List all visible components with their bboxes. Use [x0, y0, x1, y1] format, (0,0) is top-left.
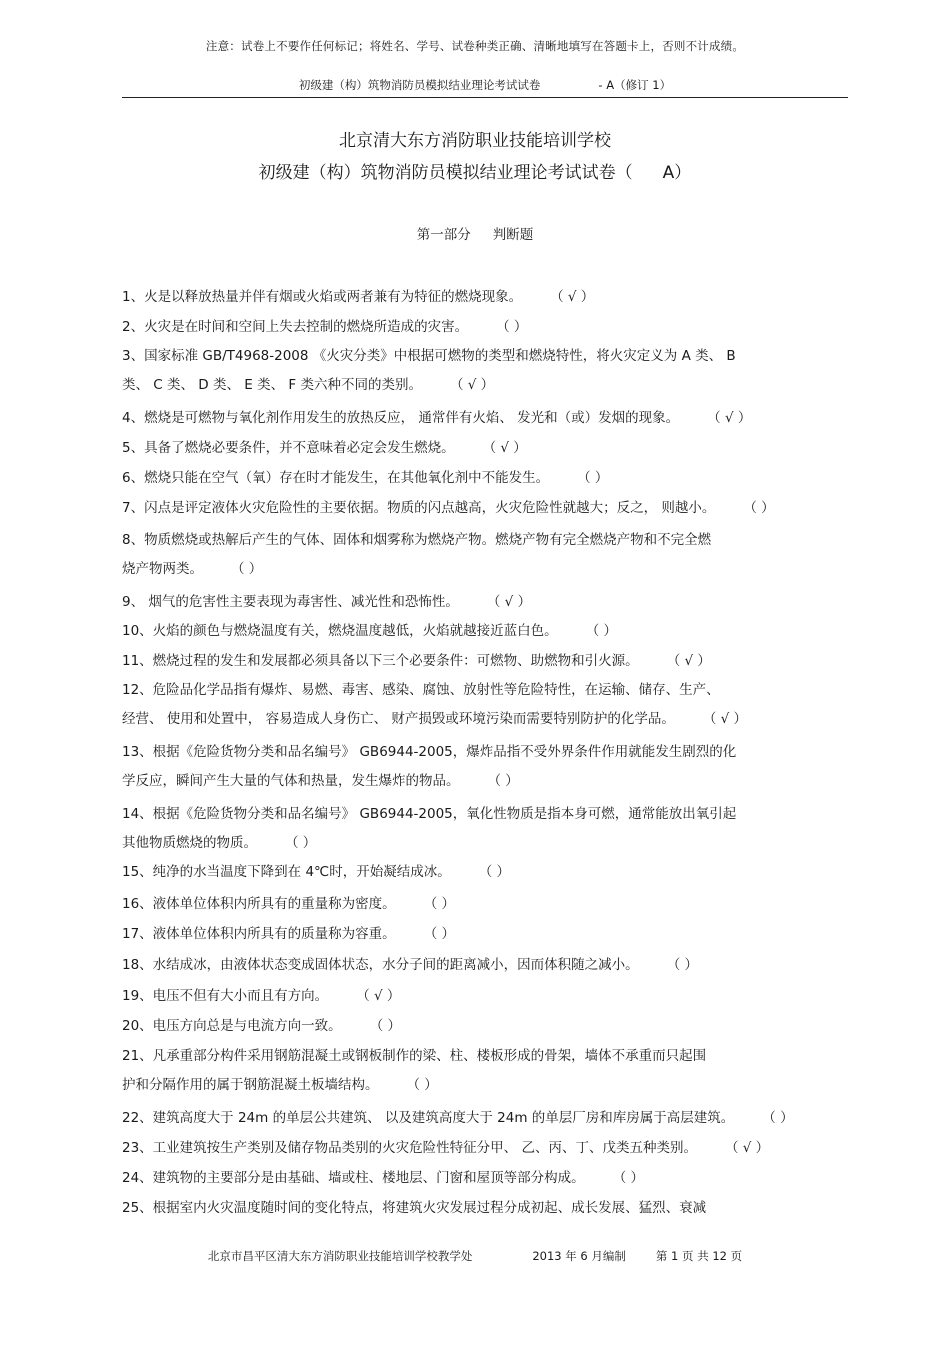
question-item [122, 920, 852, 949]
question-text: 11、燃烧过程的发生和发展都必须具备以下三个必要条件：可燃物、助燃物和引火源。 [122, 653, 639, 669]
question-item [122, 738, 852, 796]
answer-mark: （ √ ） [666, 653, 711, 669]
question-text: 5、具备了燃烧必要条件，并不意味着必定会发生燃烧。 [122, 440, 455, 456]
answer-mark: （ ） [743, 500, 775, 516]
question-text: 24、建筑物的主要部分是由基础、墙或柱、楼地层、门窗和屋顶等部分构成。 [122, 1170, 585, 1186]
question-item [122, 404, 852, 433]
question-text-line2 [122, 829, 852, 858]
question-text-line2 [122, 555, 852, 584]
question-text: 9、 烟气的危害性主要表现为毒害性、减光性和恐怖性。 [122, 594, 459, 610]
question-item [122, 494, 852, 523]
answer-mark: （ ） [231, 561, 263, 577]
footer-date: 2013 年 6 月编制 [532, 1249, 626, 1263]
answer-mark: （ √ ） [482, 440, 527, 456]
answer-mark: （ ） [369, 1018, 401, 1034]
answer-mark: （ ） [577, 470, 609, 486]
question-text-line2 [122, 767, 852, 796]
question-text-continued: 其他物质燃烧的物质。 [122, 835, 257, 851]
running-header [122, 77, 848, 93]
footer-page: 第 1 页 共 12 页 [655, 1249, 743, 1263]
question-text-continued: 类、 C 类、 D 类、 E 类、 F 类六种不同的类别。 [122, 377, 422, 393]
question-item [122, 890, 852, 919]
question-item [122, 1012, 852, 1041]
answer-mark: （ √ ） [724, 1140, 770, 1156]
answer-mark: （ ） [423, 926, 455, 942]
answer-mark: （ ） [585, 623, 617, 639]
page-footer [0, 1248, 950, 1264]
question-text: 23、工业建筑按生产类别及储存物品类别的火灾危险性特征分甲、 乙、丙、丁、戊类五种类别。 [122, 1140, 697, 1156]
question-item [122, 1194, 852, 1223]
question-item [122, 1164, 852, 1193]
question-item [122, 1042, 852, 1100]
question-item [122, 800, 852, 858]
question-text: 10、火焰的颜色与燃烧温度有关，燃烧温度越低，火焰就越接近蓝白色。 [122, 623, 558, 639]
question-text: 21、凡承重部分构件采用钢筋混凝土或钢板制作的梁、柱、楼板形成的骨架，墙体不承重而只起围 [122, 1048, 707, 1064]
question-item [122, 588, 852, 617]
question-text: 25、根据室内火灾温度随时间的变化特点，将建筑火灾发展过程分成初起、成长发展、猛烈、衰减 [122, 1200, 707, 1216]
question-item [122, 617, 852, 646]
question-text-continued: 经营、 使用和处置中， 容易造成人身伤亡、 财产损毁或环境污染而需要特别防护的化学品。 [122, 711, 675, 727]
question-item [122, 342, 852, 400]
question-text-continued: 护和分隔作用的属于钢筋混凝土板墙结构。 [122, 1077, 379, 1093]
running-title: 初级建（构）筑物消防员模拟结业理论考试试卷 [298, 78, 541, 92]
answer-mark: （ ） [423, 896, 455, 912]
question-item [122, 434, 852, 463]
answer-mark: （ √ ） [486, 594, 532, 610]
question-text: 20、电压方向总是与电流方向一致。 [122, 1018, 342, 1034]
question-item [122, 982, 852, 1011]
question-item [122, 464, 852, 493]
question-item [122, 313, 852, 342]
revision-label: - A（修订 1） [598, 78, 672, 92]
section-heading [0, 223, 950, 243]
question-item [122, 858, 852, 887]
notice-text: 注意：试卷上不要作任何标记；将姓名、学号、试卷种类正确、清晰地填写在答题卡上，否则不计成绩。 [205, 39, 745, 53]
answer-mark: （ ） [487, 773, 519, 789]
school-title: 北京清大东方消防职业技能培训学校 [339, 131, 611, 151]
question-text-line2 [122, 371, 852, 400]
exam-title-text: 初级建（构）筑物消防员模拟结业理论考试试卷（ [258, 163, 633, 183]
question-item [122, 647, 852, 676]
question-text: 13、根据《危险货物分类和品名编号》 GB6944-2005，爆炸品指不受外界条件作用就能发生剧烈的化 [122, 744, 737, 760]
exam-title [0, 158, 950, 183]
question-text: 2、火灾是在时间和空间上失去控制的燃烧所造成的灾害。 [122, 319, 469, 335]
header-rule [122, 97, 848, 98]
question-text-continued: 烧产物两类。 [122, 561, 203, 577]
question-text: 22、建筑高度大于 24m 的单层公共建筑、 以及建筑高度大于 24m 的单层厂房和库房属于高层建筑。 [122, 1110, 735, 1126]
question-text: 4、燃烧是可燃物与氧化剂作用发生的放热反应， 通常伴有火焰、 发光和（或）发烟的现象。 [122, 410, 680, 426]
question-text-continued: 学反应，瞬间产生大量的气体和热量，发生爆炸的物品。 [122, 773, 460, 789]
section-part: 第一部分 [416, 227, 471, 243]
question-text: 8、物质燃烧或热解后产生的气体、固体和烟雾称为燃烧产物。燃烧产物有完全燃烧产物和不完全燃 [122, 532, 712, 548]
answer-mark: （ ） [612, 1170, 644, 1186]
question-text: 1、火是以释放热量并伴有烟或火焰或两者兼有为特征的燃烧现象。 [122, 289, 523, 305]
question-item [122, 676, 852, 734]
answer-mark: （ √ ） [702, 711, 748, 727]
question-item [122, 1104, 852, 1133]
question-text: 14、根据《危险货物分类和品名编号》 GB6944-2005，氧化性物质是指本身可燃，通常能放出氧引起 [122, 806, 737, 822]
answer-mark: （ ） [406, 1077, 438, 1093]
answer-mark: （ ） [666, 957, 698, 973]
question-text-line2 [122, 1071, 852, 1100]
question-text: 17、液体单位体积内所具有的质量称为容重。 [122, 926, 396, 942]
question-text: 6、燃烧只能在空气（氧）存在时才能发生，在其他氧化剂中不能发生。 [122, 470, 550, 486]
footer-org: 北京市昌平区清大东方消防职业技能培训学校教学处 [207, 1249, 473, 1263]
answer-mark: （ √ ） [356, 988, 401, 1004]
question-text: 19、电压不但有大小而且有方向。 [122, 988, 329, 1004]
answer-mark: （ √ ） [449, 377, 495, 393]
answer-mark: （ ） [285, 835, 317, 851]
exam-grade: A） [662, 163, 692, 183]
question-item [122, 951, 852, 980]
question-item [122, 526, 852, 584]
question-text: 16、液体单位体积内所具有的重量称为密度。 [122, 896, 396, 912]
answer-mark: （ ） [762, 1110, 794, 1126]
section-name: 判断题 [492, 227, 534, 243]
question-text: 18、水结成冰，由液体状态变成固体状态，水分子间的距离减小，因而体积随之减小。 [122, 957, 639, 973]
question-text: 15、纯净的水当温度下降到在 4℃时，开始凝结成冰。 [122, 864, 451, 880]
question-text-line2 [122, 705, 852, 734]
question-text: 12、危险品化学品指有爆炸、易燃、毒害、感染、腐蚀、放射性等危险特性，在运输、储存、生产、 [122, 682, 720, 698]
question-text: 3、国家标准 GB/T4968-2008 《火灾分类》中根据可燃物的类型和燃烧特性，将火灾定义为 A 类、 B [122, 348, 736, 364]
answer-mark: （ √ ） [707, 410, 752, 426]
question-item [122, 283, 852, 312]
answer-mark: （ √ ） [550, 289, 595, 305]
answer-mark: （ ） [496, 319, 528, 335]
question-item [122, 1134, 852, 1163]
question-text: 7、闪点是评定液体火灾危险性的主要依据。物质的闪点越高，火灾危险性就越大；反之， 则越小。 [122, 500, 716, 516]
answer-mark: （ ） [478, 864, 511, 880]
